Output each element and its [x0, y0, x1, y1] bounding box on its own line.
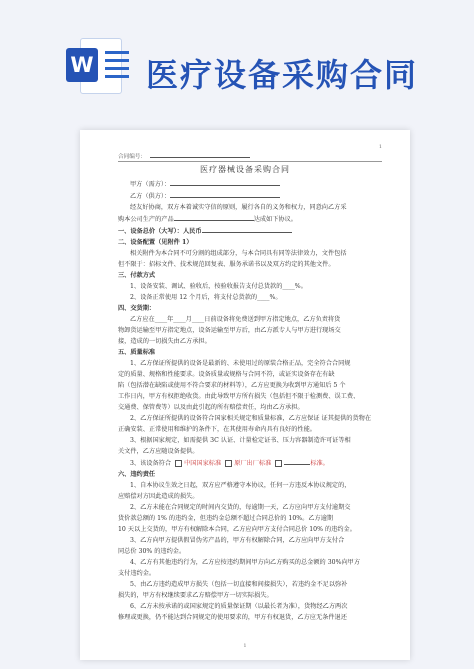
s5-para-9: 关文件，乙方应随设备提供。	[118, 448, 199, 455]
section-2: 二、设备配置（见附件 1）	[118, 239, 193, 246]
s6-para-10: 5、由乙方违约造成甲方损失（包括一切直接和间接损失），若违约金不足以弥补	[130, 581, 348, 588]
s2-para-1: 相关附件为本合同不可分割的组成部分，与本合同具有同等法律效力，文件包括	[130, 250, 347, 257]
contract-no-label: 合同编号：	[118, 154, 146, 160]
s6-para-8: 4、乙方有其他违约行为，乙方应按违约期间甲方向乙方购买的总金额的 30%向甲方	[130, 559, 361, 566]
document-body	[118, 178, 382, 623]
checkbox-national[interactable]	[175, 460, 182, 467]
s5-para-4: 工作日内，甲方有权拒绝收货。由此导致甲方所有损失（包括但不限于检测费、误工费、	[118, 393, 360, 400]
s6-para-4: 货价款总额的 1% 的违约金，但违约金总额不超过合同总价的 10%。乙方逾期	[118, 515, 334, 522]
section-3: 三、付款方式	[118, 272, 156, 279]
s5-para-7: 正确安装、正常使用和维护的条件下，在其使用寿命内具有良好的性能。	[118, 426, 316, 433]
s2-para-2: 但不限于：招标文件、技术规范回复表、服务承诺书以及双方约定的其他文件。	[118, 261, 335, 268]
word-document-icon	[66, 38, 120, 98]
party-a-line: 甲方（需方）：	[118, 178, 382, 190]
s6-para-12: 6、乙方未按承诺的或国家规定的质量保证期（以最长者为准），货物经乙方两次	[130, 603, 348, 610]
s5-para-5: 交通费、保管费等）以及由此引起的所有赔偿责任，均由乙方承担。	[118, 404, 304, 411]
banner	[0, 0, 474, 100]
section-1: 一、设备总价（大写）：人民币	[118, 225, 382, 237]
s6-para-7: 同总价 30% 的违约金。	[118, 548, 186, 555]
section-5: 五、质量标准	[118, 349, 156, 356]
document-page	[80, 130, 410, 660]
s6-para-2: 应赔偿对方因此造成的损失。	[118, 493, 199, 500]
s6-para-11: 损失的，甲方有权继续要求乙方赔偿甲方一切实际损失。	[118, 592, 273, 599]
document-title: 医疗器械设备采购合同	[200, 165, 290, 174]
party-b-line: 乙方（供方）：	[118, 190, 382, 202]
s6-para-3: 2、乙方未能在合同规定的时间内交货的，每逾期一天，乙方应向甲方支付逾期交	[130, 504, 351, 511]
section-4: 四、交货期：	[118, 305, 156, 312]
s3-para-2: 2、设备正常使用 12 个月后，将支付总货款的____%。	[130, 294, 282, 301]
s5-para-8: 3、根据国家规定，如需提供 3C 认证、计量检定证书、压力容器制造许可证等相	[130, 437, 351, 444]
contract-header	[118, 152, 382, 162]
s5-standard-line: 3、该设备符合 中国国家标准 原厂出厂标准 标准。	[118, 457, 382, 469]
s5-para-3: 陷（包括潜在缺陷或使用不符合要求的材料等），乙方应更换为收到甲方通知后 5 个	[118, 382, 346, 389]
banner-title: 医疗设备采购合同	[146, 56, 419, 94]
s3-para-1: 1、设备安装、调试、验收后，按验收报告支付总货款的____%。	[130, 283, 307, 290]
s6-para-1: 1、自本协议生效之日起，双方应严格遵守本协议，任何一方违反本协议规定的，	[130, 482, 351, 489]
std-factory-label: 原厂出厂标准	[234, 460, 272, 467]
std-tail-label: 标准。	[310, 460, 329, 467]
std-national-label: 中国国家标准	[184, 460, 222, 467]
s6-para-6: 3、乙方向甲方提供假冒伪劣产品的，甲方有权解除合同，乙方应向甲方支付合	[130, 537, 345, 544]
checkbox-factory[interactable]	[225, 460, 232, 467]
s5-para-6: 2、乙方保证所提供的设备符合国家相关规定和质量标准，乙方应保证 证其提供的货物在	[130, 415, 372, 422]
checkbox-other[interactable]	[275, 460, 282, 467]
s4-para-1: 乙方应在____年____月____日前设备将免费送到甲方指定地点，乙方负责将货	[130, 316, 341, 323]
s4-para-2: 物卸货运输至甲方指定地点，设备运输至甲方后，由乙方派专人与甲方进行现场交	[118, 327, 341, 334]
s6-para-9: 支付违约金。	[118, 570, 156, 577]
s6-para-5: 10 天以上交货的，甲方有权解除本合同，乙方应向甲方支付合同总价 10% 的违约金。	[118, 526, 356, 533]
s4-para-3: 接，造成的一切损失由乙方承担。	[118, 338, 211, 345]
section-6: 六、违约责任	[118, 471, 156, 478]
word-badge: W	[66, 48, 98, 82]
intro-line-1: 经友好协商，双方本着诚实守信的原则，履行各自的义务和权力，同意向乙方采	[130, 204, 347, 211]
page-number-bottom: 1	[243, 643, 247, 649]
s6-para-13: 修理或更换，仍不能达到合同规定的使用要求的，甲方有权退货，乙方应无条件退还	[118, 614, 347, 621]
s5-para-1: 1、乙方保证所提供的设备是最新的、未使用过的原装合格正品，完全符合合同规	[130, 360, 351, 367]
s5-para-2: 定的质量、规格和性能要求。设备质量或规格与合同不符，或证实设备存在有缺	[118, 371, 335, 378]
intro-line-2: 购本公司生产的产品 达成如下协议。	[118, 213, 382, 225]
page-number-top: 1	[378, 144, 382, 150]
